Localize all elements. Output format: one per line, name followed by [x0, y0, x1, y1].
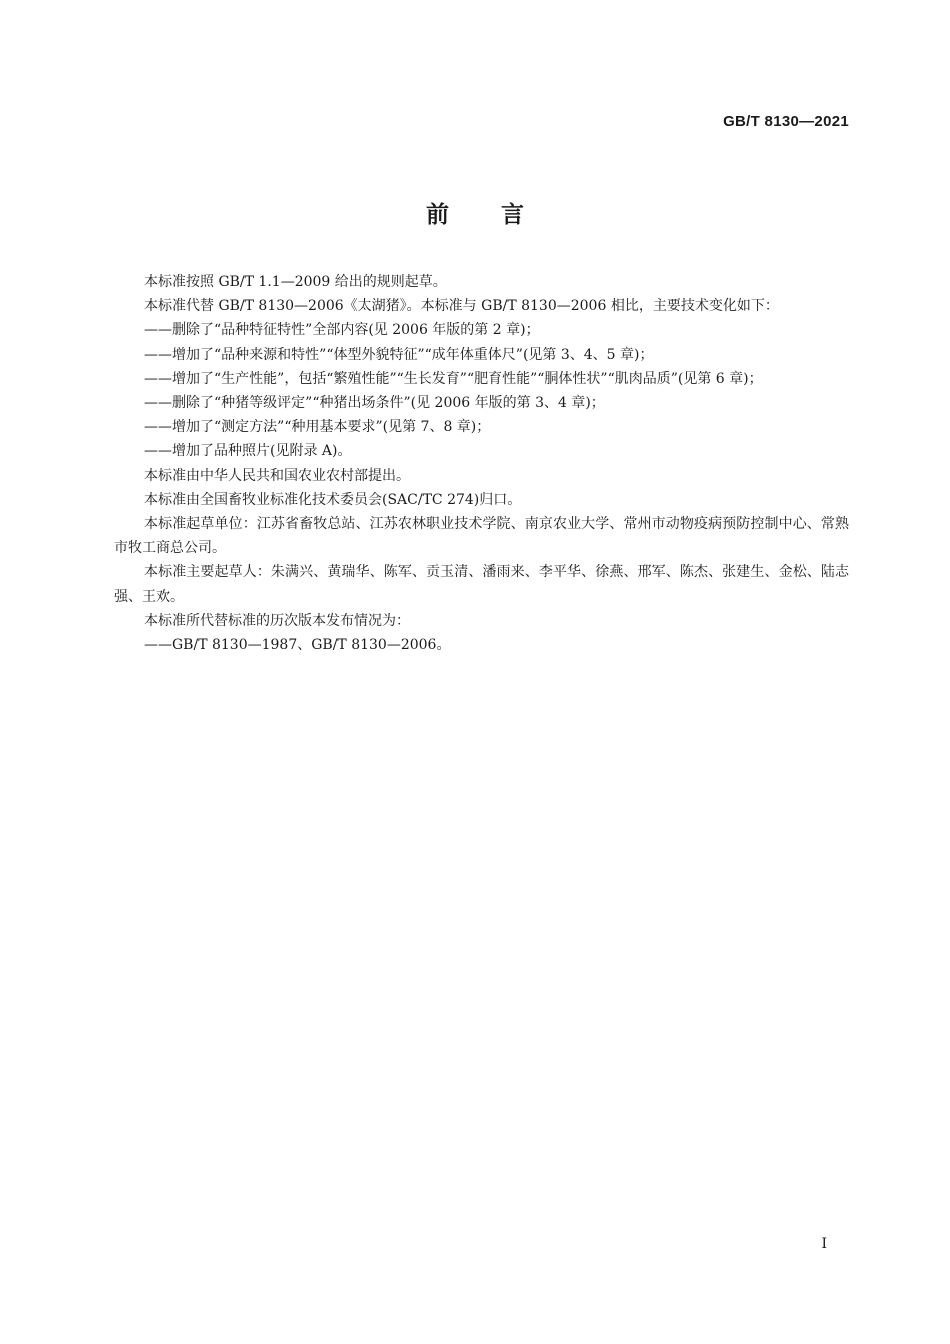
paragraph-proposed-by: 本标准由中华人民共和国农业农村部提出。	[144, 467, 410, 484]
change-item: ——增加了“品种来源和特性”“体型外貌特征”“成年体重体尺”(见第 3、4、5 章)；	[144, 346, 654, 363]
paragraph-under-jurisdiction: 本标准由全国畜牧业标准化技术委员会(SAC/TC 274)归口。	[144, 491, 522, 508]
paragraph-history-intro: 本标准所代替标准的历次版本发布情况为：	[144, 612, 410, 629]
paragraph-drafting-units: 本标准起草单位：江苏省畜牧总站、江苏农林职业技术学院、南京农业大学、常州市动物疫病预防控制中心、常熟市牧工商总公司。	[114, 516, 849, 557]
page-number: I	[821, 1236, 827, 1252]
page-title: 前言	[426, 202, 576, 228]
foreword-body	[114, 270, 849, 657]
paragraph-drafting-rules: 本标准按照 GB/T 1.1—2009 给出的规则起草。	[144, 274, 447, 290]
standard-number: GB/T 8130—2021	[723, 113, 849, 130]
change-item: ——增加了“生产性能”，包括“繁殖性能”“生长发育”“肥育性能”“胴体性状”“肌肉品质”(见第 6 章)；	[144, 370, 763, 387]
change-item: ——增加了“测定方法”“种用基本要求”(见第 7、8 章)；	[144, 419, 491, 436]
change-item: ——增加了品种照片(见附录 A)。	[144, 443, 352, 460]
paragraph-replaces: 本标准代替 GB/T 8130—2006《太湖猪》。本标准与 GB/T 8130—2006 相比，主要技术变化如下：	[144, 298, 779, 315]
change-item: ——删除了“种猪等级评定”“种猪出场条件”(见 2006 年版的第 3、4 章)；	[144, 395, 605, 412]
change-item: ——删除了“品种特征特性”全部内容(见 2006 年版的第 2 章)；	[144, 322, 540, 339]
paragraph-drafters: 本标准主要起草人：朱满兴、黄瑞华、陈军、贡玉清、潘雨来、李平华、徐燕、邢军、陈杰、张建生、金松、陆志强、王欢。	[114, 564, 849, 605]
history-item: ——GB/T 8130—1987、GB/T 8130—2006。	[144, 637, 451, 654]
